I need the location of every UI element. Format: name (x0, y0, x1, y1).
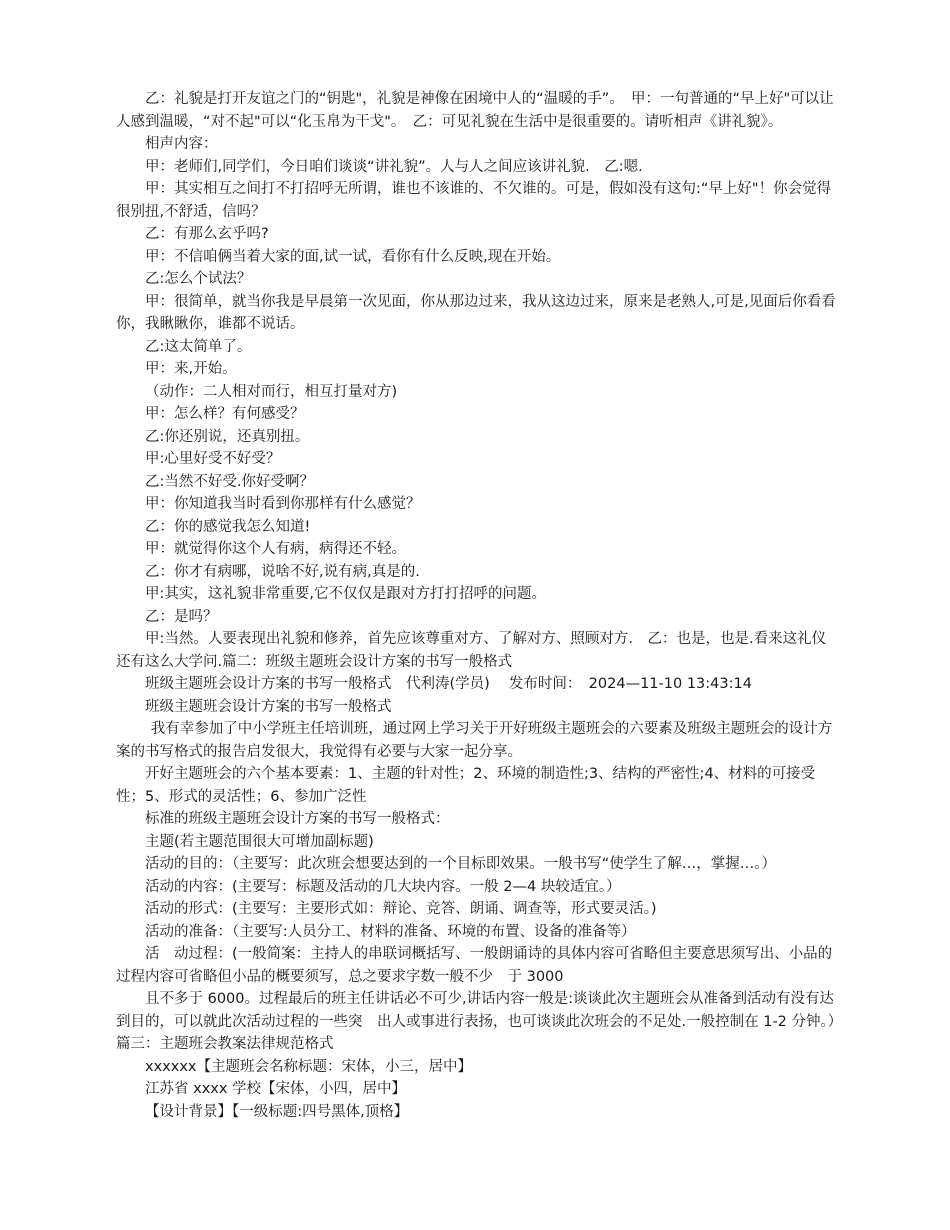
paragraph: 甲：不信咱俩当着大家的面,试一试，看你有什么反映,现在开始。 (145, 248, 561, 265)
paragraph: 主题(若主题范围很大可增加副标题) (145, 833, 374, 850)
paragraph: 甲:当然。人要表现出礼貌和修养，首先应该尊重对方、了解对方、照顾对方. 乙：也是，也是.看来这礼仪还有这么大学问.篇二：班级主题班会设计方案的书写一般格式 (116, 631, 827, 670)
paragraph: xxxxxx【主题班会名称标题：宋体，小三，居中】 (145, 1058, 472, 1075)
paragraph: 活动的目的：（主要写：此次班会想要达到的一个目标即效果。一般书写“使学生了解…，掌握…。） (145, 856, 777, 872)
paragraph: 且不多于 6000。过程最后的班主任讲话必不可少,讲话内容一般是:谈谈此次主题班会从准备到活动有没有达到目的，可以就此次活动过程的一些突 出人或事进行表扬，也可谈谈此次班会的不足处.一般控制在 1-2 分钟。）篇三：主题班会教案法律规范格式 (116, 991, 836, 1052)
paragraph: 甲：老师们,同学们，今日咱们谈谈“讲礼貌”。人与人之间应该讲礼貌. 乙:嗯. (145, 158, 643, 175)
paragraph: 甲:心里好受不好受？ (145, 451, 281, 467)
paragraph: 乙:当然不好受.你好受啊？ (145, 473, 314, 490)
paragraph: 乙:怎么个试法？ (145, 271, 252, 287)
paragraph: 标准的班级主题班会设计方案的书写一般格式： (145, 811, 450, 827)
paragraph: 甲：你知道我当时看到你那样有什么感觉？ (145, 496, 421, 512)
paragraph: 乙:这太简单了。 (145, 338, 252, 355)
paragraph: 甲：就觉得你这个人有病，病得还不轻。 (145, 541, 406, 557)
paragraph: 乙：你才有病哪，说啥不好,说有病,真是的. (145, 563, 420, 580)
paragraph: （动作：二人相对而行，相互打量对方) (145, 383, 398, 400)
paragraph: 相声内容： (145, 136, 218, 152)
paragraph: 乙：你的感觉我怎么知道! (145, 518, 311, 535)
paragraph: 甲：其实相互之间打不打招呼无所谓，谁也不该谁的、不欠谁的。可是，假如没有这句:“早上好"！你会觉得很别扭,不舒适，信吗？ (116, 181, 832, 220)
paragraph: 【设计背景】【一级标题:四号黑体,顶格】 (145, 1103, 409, 1120)
paragraph: 江苏省 xxxx 学校【宋体，小四，居中】 (145, 1081, 407, 1097)
article-meta: 班级主题班会设计方案的书写一般格式 代利涛(学员) 发布时间： 2024—11-10 13:43:14 (145, 676, 752, 692)
paragraph: 甲：很简单，就当你我是早晨第一次见面，你从那边过来，我从这边过来，原来是老熟人,可是,见面后你看看你，我瞅瞅你，谁都不说话。 (116, 293, 836, 332)
paragraph: 活动的形式：(主要写：主要形式如：辩论、竞答、朗诵、调查等，形式要灵活。) (145, 901, 657, 917)
paragraph: 活动的内容：(主要写：标题及活动的几大块内容。一般 2—4 块较适宜。） (145, 878, 621, 895)
paragraph: 甲:其实，这礼貌非常重要,它不仅仅是跟对方打打招呼的问题。 (145, 586, 546, 602)
paragraph: 活动的准备：（主要写:人员分工、材料的准备、环境的布置、设备的准备等） (145, 923, 636, 940)
article-title: 班级主题班会设计方案的书写一般格式 (145, 698, 392, 715)
paragraph: 活 动过程：(一般简案：主持人的串联词概括写、一般朗诵诗的具体内容可省略但主要意思须写出、小品的过程内容可省略但小品的概要须写，总之要求字数一般不少 于 3000 (116, 946, 833, 985)
paragraph: 乙：礼貌是打开友谊之门的“钥匙"，礼貌是神像在困境中人的“温暖的手”。 甲：一句普通的“早上好"可以让人感到温暖，“对不起"可以“化玉帛为干戈"。 乙：可见礼貌在生活中是很重要的。请听相声《讲礼貌》。 (116, 91, 834, 130)
paragraph: 乙：有那么玄乎吗? (145, 226, 269, 242)
paragraph: 甲：来,开始。 (145, 361, 237, 377)
paragraph: 开好主题班会的六个基本要素：1、主题的针对性；2、环境的制造性;3、结构的严密性;4、材料的可接受性；5、形式的灵活性；6、参加广泛性 (116, 766, 816, 805)
paragraph: 乙：是吗？ (145, 608, 218, 625)
paragraph: 我有幸参加了中小学班主任培训班，通过网上学习关于开好班级主题班会的六要素及班级主题班会的设计方案的书写格式的报告启发很大，我觉得有必要与大家一起分享。 (116, 721, 833, 760)
paragraph: 乙:你还别说，还真别扭。 (145, 428, 310, 445)
paragraph: 甲：怎么样？有何感受？ (145, 406, 305, 422)
